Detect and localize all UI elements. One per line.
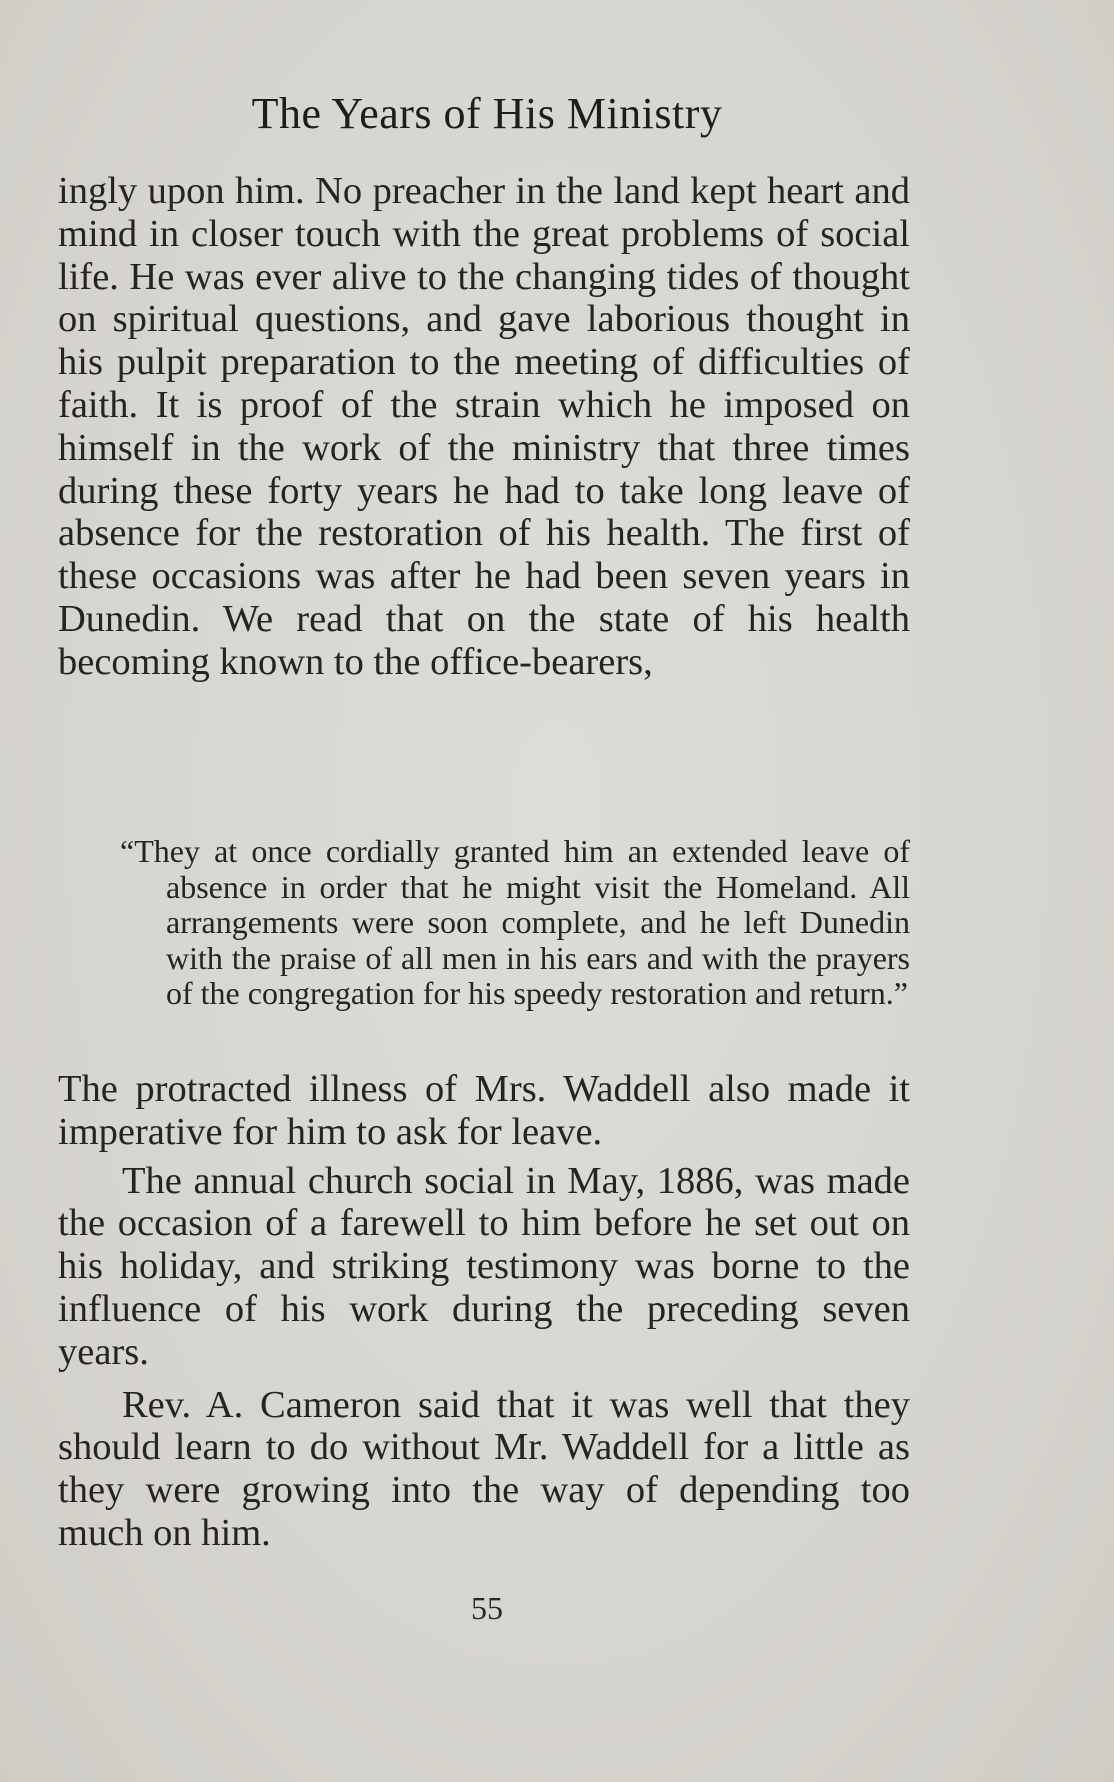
block-quote-wrapper (58, 834, 910, 1012)
paragraph-2: The protracted illness of Mrs. Waddell also made it imperative for him to ask for leave. (58, 1068, 910, 1153)
paragraph-1: ingly upon him. No preacher in the land kept heart and mind in closer touch with the great problems of social life. He was ever alive to the changing tides of thought on spiritual questions, and gave laborious thought in his pulpit preparation to the meeting of difficulties of faith. It is proof of the strain which he imposed on himself in the work of the ministry that three times during these forty years he had to take long leave of absence for the restoration of his health. The first of these occasions was after he had been seven years in Dunedin. We read that on the state of his health becoming known to the office-bearers, (58, 170, 910, 683)
body-text-bottom (58, 1068, 910, 1555)
running-head: The Years of His Ministry (251, 89, 723, 138)
paragraph-3: The annual church social in May, 1886, was made the occasion of a farewell to him before he set out on his holiday, and striking testimony was borne to the influence of his work during the preceding seven years. (58, 1159, 910, 1373)
block-quote: “They at once cordially granted him an extended leave of absence in order that he might visit the Homeland. All arrangements were soon complete, and he left Dunedin with the praise of all men in his ears and with the prayers of the congregation for his speedy restoration and return.” (120, 833, 910, 1011)
paragraph-4: Rev. A. Cameron said that it was well that they should learn to do without Mr. Waddell for a little as they were growing into the way of depending too much on him. (58, 1383, 910, 1554)
body-text-top (58, 170, 910, 684)
page-number: 55 (471, 1590, 503, 1626)
